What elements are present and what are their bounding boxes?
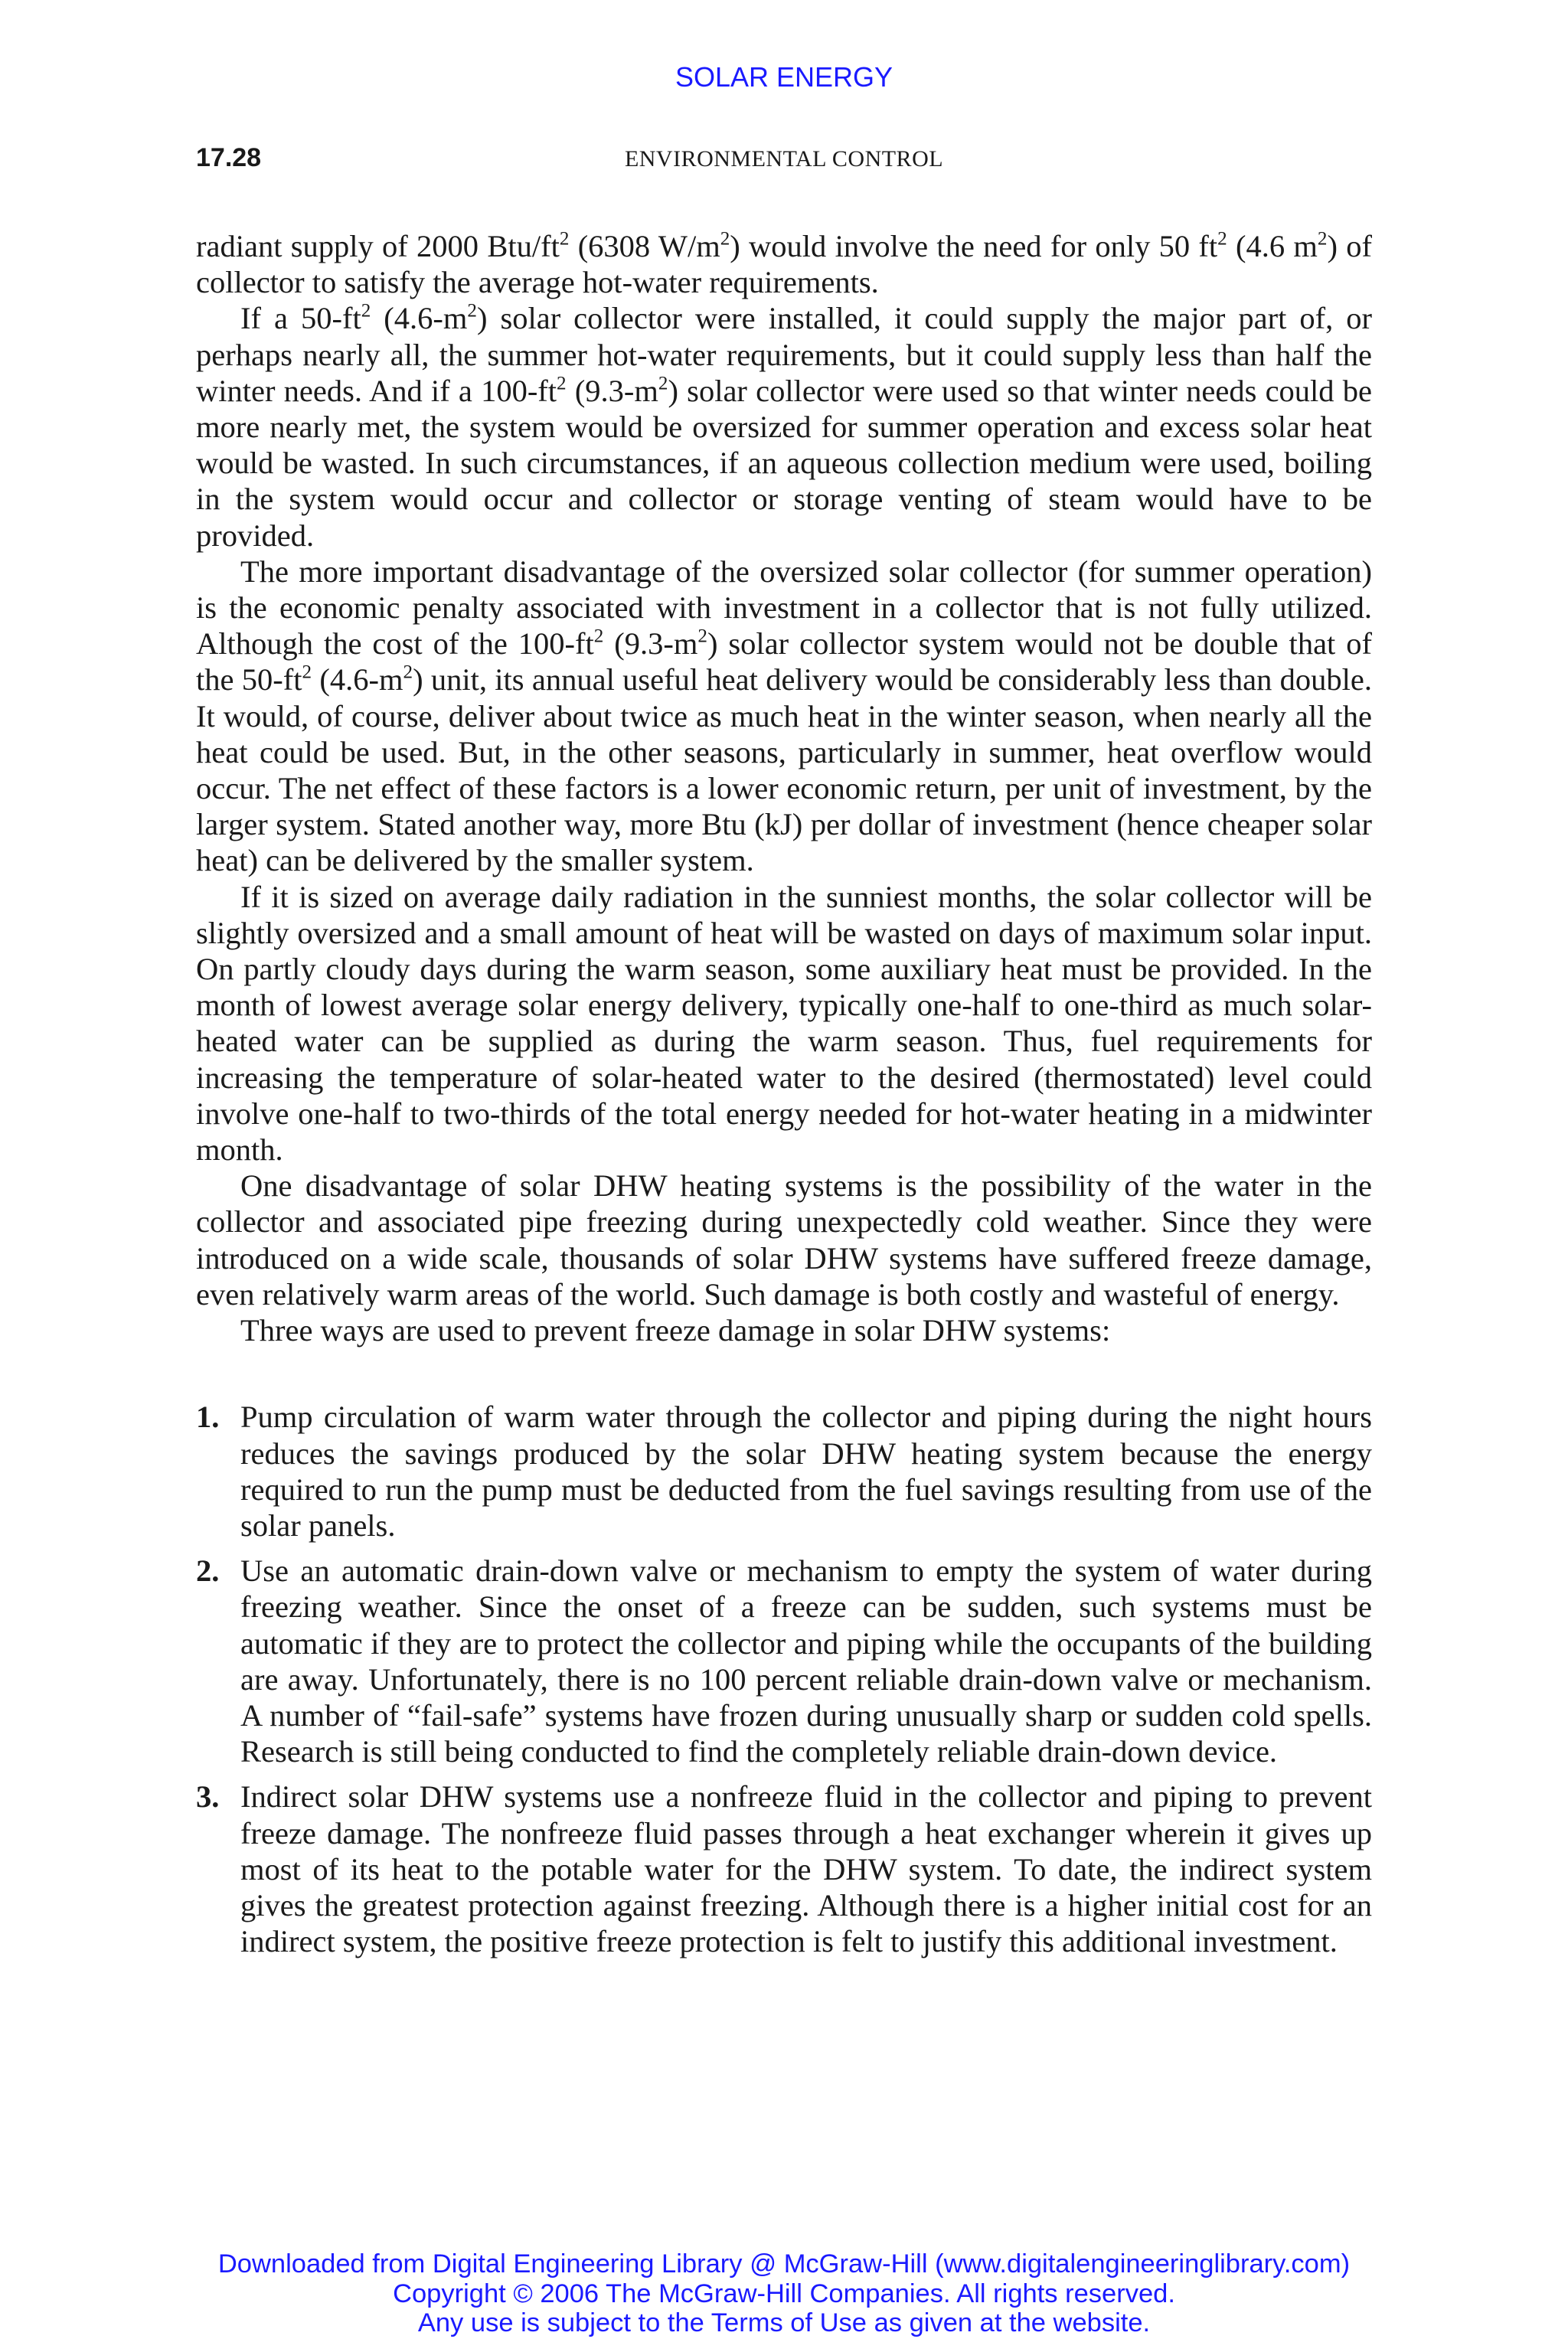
footer-terms-line[interactable]: Any use is subject to the Terms of Use as given at the website. bbox=[417, 2308, 1151, 2337]
superscript: 2 bbox=[720, 228, 730, 250]
list-number: 1. bbox=[196, 1400, 220, 1435]
paragraph-text: ) unit, its annual useful heat delivery would be considerably less than double. It would, of course, deliver about twice as much heat in the winter season, when nearly all the heat could be used. But, in the other seasons, particularly in summer, heat overflow would occur. The net effect of these factors is a lower economic return, per unit of investment, by the larger system. Stated another way, more Btu (kJ) per dollar of investment (hence cheaper solar heat) can be delivered by the smaller system. bbox=[196, 662, 1372, 878]
paragraph bbox=[196, 300, 1372, 553]
superscript: 2 bbox=[593, 626, 604, 647]
paragraph-text: (4.6-m bbox=[312, 662, 403, 697]
paragraph-text: If a 50-ft bbox=[240, 301, 361, 336]
page-number: 17.28 bbox=[196, 143, 262, 172]
paragraph-text: (4.6-m bbox=[371, 301, 468, 336]
paragraph-text: (4.6 m bbox=[1227, 229, 1318, 263]
list-text: Indirect solar DHW systems use a nonfreeze fluid in the collector and piping to prevent freeze damage. The nonfreeze fluid passes through a heat exchanger wherein it gives up most of its heat to the potable water for the DHW system. To date, the indirect system gives the greatest protection against freezing. Although there is a higher initial cost for an indirect system, the positive freeze protection is felt to justify this additional investment. bbox=[240, 1779, 1372, 1959]
paragraph-text: radiant supply of 2000 Btu/ft bbox=[196, 229, 560, 263]
footer-copyright-line[interactable]: Copyright © 2006 The McGraw-Hill Companies. All rights reserved. bbox=[393, 2278, 1175, 2308]
footer bbox=[0, 2249, 1568, 2338]
paragraph-text: The more important disadvantage of the oversized solar collector (for summer operation) is the economic penalty associated with investment in a collector that is not fully utilized. Although the cost of the 100-ft bbox=[196, 554, 1372, 662]
superscript: 2 bbox=[559, 228, 570, 250]
superscript: 2 bbox=[361, 300, 371, 322]
superscript: 2 bbox=[1317, 228, 1328, 250]
superscript: 2 bbox=[403, 662, 413, 683]
superscript: 2 bbox=[1217, 228, 1227, 250]
paragraph-text: ) solar collector were used so that winter needs could be more nearly met, the system would be oversized for summer operation and excess solar heat would be wasted. In such circumstances, if an aqueous collection medium were used, boiling in the system would occur and collector or storage venting of steam would have to be provided. bbox=[196, 373, 1372, 553]
paragraph-text: ) solar collector system would not be double that of the 50-ft bbox=[196, 626, 1372, 697]
list-text: Pump circulation of warm water through the collector and piping during the night hours reduces the savings produced by the solar DHW heating system because the energy required to run the pump must be deducted from the fuel savings resulting from use of the solar panels. bbox=[240, 1400, 1372, 1543]
list-number: 3. bbox=[196, 1779, 220, 1815]
list-text: Use an automatic drain-down valve or mechanism to empty the system of water during freezing weather. Since the onset of a freeze can be sudden, such systems must be automatic if they are to protect the collector and piping while the occupants of the building are away. Unfortunately, there is no 100 percent reliable drain-down valve or mechanism. A number of “fail-safe” systems have frozen during unusually sharp or sudden cold spells. Research is still being conducted to find the completely reliable drain-down device. bbox=[240, 1553, 1372, 1769]
paragraph-text: ) of collector to satisfy the average hot-water requirements. bbox=[196, 229, 1372, 300]
running-head: ENVIRONMENTAL CONTROL bbox=[624, 146, 944, 172]
body-text bbox=[196, 228, 1372, 1968]
footer-download-line[interactable]: Downloaded from Digital Engineering Library @ McGraw-Hill (www.digitalengineeringlibrary.com) bbox=[217, 2249, 1351, 2278]
list-item bbox=[196, 1779, 1372, 1959]
superscript: 2 bbox=[658, 373, 668, 394]
paragraph-text: (9.3-m bbox=[566, 373, 658, 408]
list-item bbox=[196, 1399, 1372, 1544]
superscript: 2 bbox=[557, 373, 567, 394]
paragraph bbox=[196, 1168, 1372, 1312]
paragraph-text: (6308 W/m bbox=[569, 229, 720, 263]
paragraph-text: ) would involve the need for only 50 ft bbox=[730, 229, 1218, 263]
paragraph bbox=[196, 1312, 1372, 1348]
paragraph-text: Three ways are used to prevent freeze damage in solar DHW systems: bbox=[240, 1313, 1111, 1348]
freeze-prevention-list bbox=[196, 1399, 1372, 1959]
paragraph bbox=[196, 879, 1372, 1168]
paragraph-text: ) solar collector were installed, it could supply the major part of, or perhaps nearly all, the summer hot-water requirements, but it could supply less than half the winter needs. And if a 100-ft bbox=[196, 301, 1372, 408]
list-number: 2. bbox=[196, 1553, 220, 1589]
paragraph bbox=[196, 554, 1372, 879]
list-item bbox=[196, 1553, 1372, 1769]
superscript: 2 bbox=[467, 300, 477, 322]
paragraph-text: One disadvantage of solar DHW heating systems is the possibility of the water in the collector and associated pipe freezing during unexpectedly cold weather. Since they were introduced on a wide scale, thousands of solar DHW systems have suffered freeze damage, even relatively warm areas of the world. Such damage is both costly and wasteful of energy. bbox=[196, 1168, 1372, 1312]
superscript: 2 bbox=[697, 626, 707, 647]
paragraph-text: (9.3-m bbox=[603, 626, 698, 662]
paragraph bbox=[196, 228, 1372, 300]
paragraph-text: If it is sized on average daily radiation in the sunniest months, the solar collector will be slightly oversized and a small amount of heat will be wasted on days of maximum solar input. On partly cloudy days during the warm season, some auxiliary heat must be provided. In the month of lowest average solar energy delivery, typically one-half to one-third as much solar-heated water can be supplied as during the warm season. Thus, fuel requirements for increasing the temperature of solar-heated water to the desired (thermostated) level could involve one-half to two-thirds of the total energy needed for hot-water heating in a midwinter month. bbox=[196, 879, 1372, 1168]
page-header bbox=[196, 139, 1372, 176]
section-link[interactable]: SOLAR ENERGY bbox=[675, 61, 893, 93]
superscript: 2 bbox=[302, 662, 312, 683]
